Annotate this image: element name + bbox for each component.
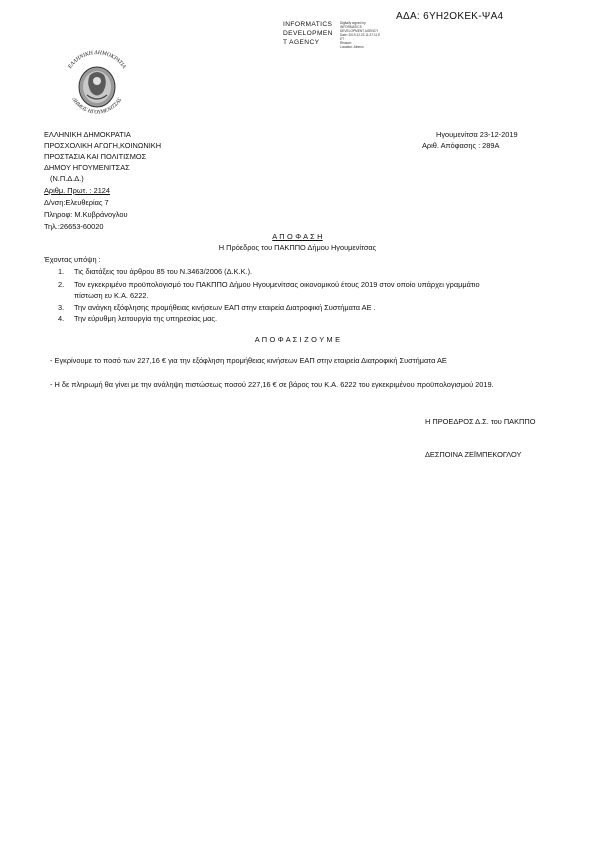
item-4-num: 4.	[58, 314, 65, 323]
item-3-num: 3.	[58, 303, 65, 312]
stamp-line-3: T AGENCY	[283, 39, 320, 46]
decision-subtitle: Η Πρόεδρος του ΠΑΚΠΠΟ Δήμου Ηγουμενίτσας	[218, 243, 377, 252]
header-left-line-5: (Ν.Π.Δ.Δ.)	[50, 174, 84, 183]
protocol-number: Αριθμ. Πρωτ. : 2124	[44, 186, 111, 195]
item-1-num: 1.	[58, 267, 65, 276]
item-3-text: Την ανάγκη εξόφλησης προμήθειας κινήσεων ΕΑΠ στην εταιρεία Διατροφική Συστήματα ΑΕ .	[74, 303, 376, 312]
contact-address: Δ/νση:Ελευθερίας 7	[44, 198, 109, 207]
header-left-line-1: ΕΛΛΗΝΙΚΗ ΔΗΜΟΚΡΑΤΙΑ	[44, 130, 131, 139]
decide-title: Α Π Ο Φ Α Σ Ι Ζ Ο Υ Μ Ε	[254, 335, 341, 344]
contact-info: Πληροφ: Μ.Κυβράνογλου	[44, 210, 128, 219]
header-left-line-4: ΔΗΜΟΥ ΗΓΟΥΜΕΝΙΤΣΑΣ	[44, 163, 130, 172]
item-1-text: Τις διατάξεις του άρθρου 85 του Ν.3463/2006 (Δ.Κ.Κ.).	[74, 267, 253, 276]
stamp-line-2: DEVELOPMEN	[283, 30, 333, 37]
seal-top-text: ΕΛΛΗΝΙΚΗ ΔΗΜΟΚΡΑΤΙΑ	[67, 49, 127, 70]
ada-code: ΑΔΑ: 6ΥΗ2ΟΚΕΚ-ΨΑ4	[396, 11, 504, 22]
seal-bottom-text: ΔΗΜΟΣ ΗΓΟΥΜΕΝΙΤΣΑΣ	[70, 96, 124, 116]
preamble: Έχοντας υπόψη :	[44, 255, 101, 264]
stamp-line-1: INFORMATICS	[283, 21, 333, 28]
stamp-small-5: ET	[340, 37, 345, 41]
item-2-num: 2.	[58, 280, 65, 289]
stamp-small-4: Date: 2019.12.23 11:27:11 E	[340, 33, 381, 37]
stamp-small-7: Location: Athens	[340, 45, 364, 49]
header-left-line-2: ΠΡΟΣΧΟΛΙΚΗ ΑΓΩΓΗ,ΚΟΙΝΩΝΙΚΗ	[44, 141, 162, 150]
contact-phone: Τηλ.:26653-60020	[44, 222, 104, 231]
stamp-small-1: Digitally signed by	[340, 21, 366, 25]
item-2-text-line-2: πίστωση ευ Κ.Α. 6222.	[74, 291, 149, 300]
decision-number: Αριθ. Απόφασης : 289Α	[422, 141, 500, 150]
item-4-text: Την εύρυθμη λειτουργία της υπηρεσίας μας.	[74, 314, 218, 323]
decision-title: Α Π Ο Φ Α Σ Η	[272, 232, 323, 241]
decision-line-2: - Η δε πληρωμή θα γίνει με την ανάληψη πιστώσεως ποσού 227,16 € σε βάρος του Κ.Α. 6222 του εγκεκριμένου προϋπολογισμού 2019.	[50, 380, 494, 389]
signature-role: Η ΠΡΟΕΔΡΟΣ Δ.Σ. του ΠΑΚΠΠΟ	[425, 417, 536, 426]
header-left-line-3: ΠΡΟΣΤΑΣΙΑ ΚΑΙ ΠΟΛΙΤΙΣΜΟΣ	[44, 152, 147, 161]
signature-name: ΔΕΣΠΟΙΝΑ ΖΕΪΜΠΕΚΟΓΛΟΥ	[425, 450, 522, 459]
stamp-small-3: DEVELOPMENT AGENCY	[340, 29, 379, 33]
document-date: Ηγουμενίτσα 23-12-2019	[436, 130, 518, 139]
municipal-seal-icon	[54, 43, 140, 125]
stamp-small-2: INFORMATICS	[340, 25, 362, 29]
item-2-text-line-1: Τον εγκεκριμένο προϋπολογισμό του ΠΑΚΠΠΟ Δήμου Ηγουμενίτσας οικονομικού έτους 2019 στον οποίο υπάρχει γραμμάτιο	[74, 280, 480, 289]
decision-line-1: - Εγκρίνουμε το ποσό των 227,16 € για την εξόφληση προμήθειας κινήσεων ΕΑΠ στην εταιρεία Διατροφική Συστήματα ΑΕ	[50, 356, 447, 365]
stamp-small-6: Reason:	[340, 41, 352, 45]
